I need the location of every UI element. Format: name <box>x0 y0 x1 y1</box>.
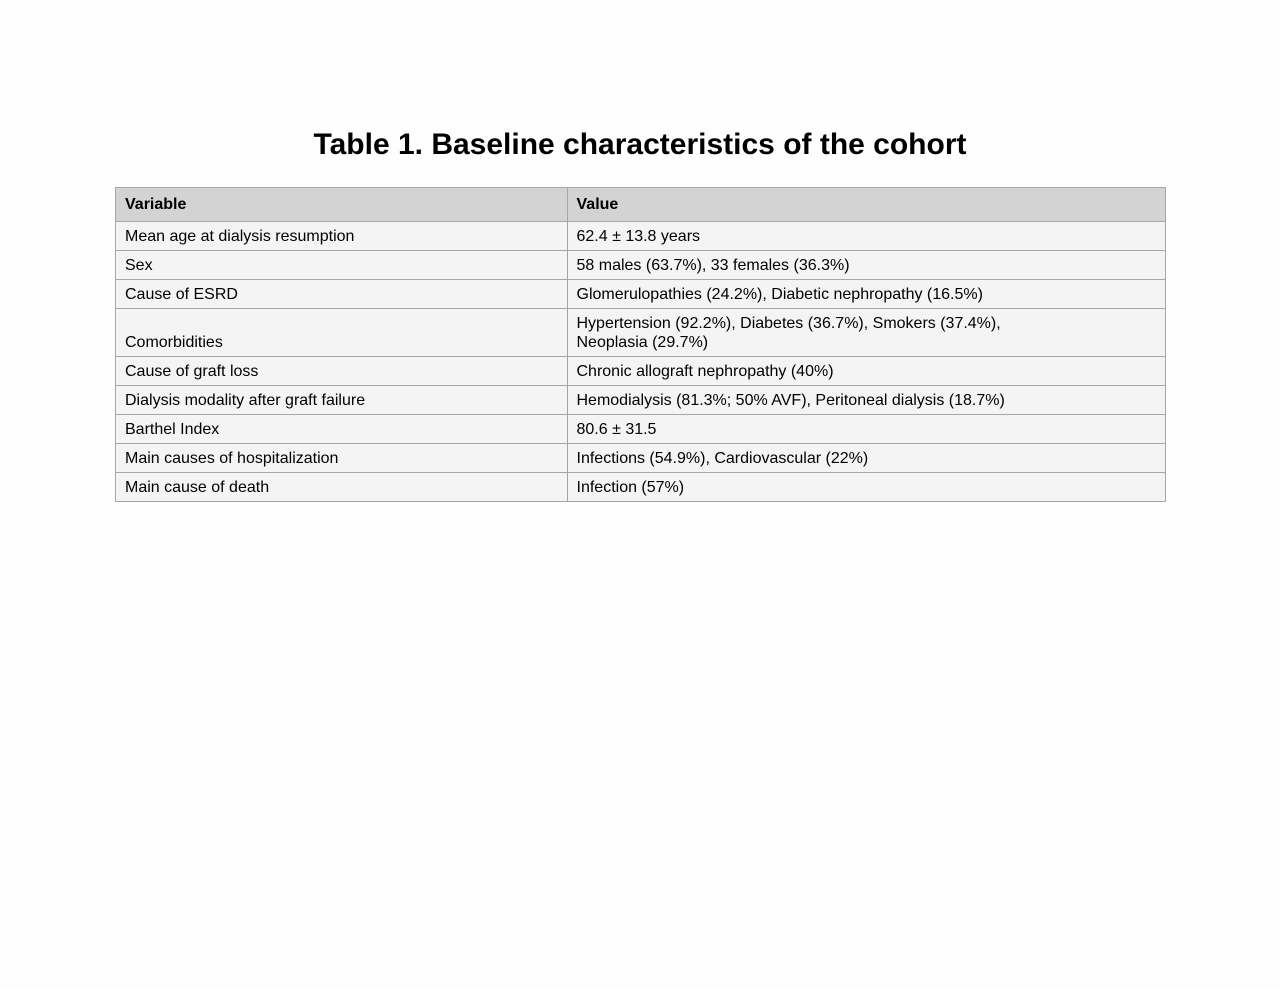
variable-cell: Mean age at dialysis resumption <box>116 222 568 251</box>
value-cell: Infection (57%) <box>567 473 1166 502</box>
variable-cell: Cause of graft loss <box>116 357 568 386</box>
table-row <box>116 280 1166 309</box>
table-row <box>116 222 1166 251</box>
variable-cell: Sex <box>116 251 568 280</box>
table-row <box>116 357 1166 386</box>
table-row <box>116 386 1166 415</box>
variable-cell: Barthel Index <box>116 415 568 444</box>
value-cell: Glomerulopathies (24.2%), Diabetic nephropathy (16.5%) <box>567 280 1166 309</box>
table-row <box>116 251 1166 280</box>
value-cell: Hypertension (92.2%), Diabetes (36.7%), Smokers (37.4%), Neoplasia (29.7%) <box>567 309 1166 357</box>
table-header-row <box>116 188 1166 222</box>
variable-cell: Cause of ESRD <box>116 280 568 309</box>
baseline-characteristics-table <box>115 187 1166 502</box>
page-title: Table 1. Baseline characteristics of the cohort <box>313 128 967 161</box>
table-row <box>116 444 1166 473</box>
value-cell: Infections (54.9%), Cardiovascular (22%) <box>567 444 1166 473</box>
value-cell: 62.4 ± 13.8 years <box>567 222 1166 251</box>
variable-cell: Main cause of death <box>116 473 568 502</box>
value-cell: 58 males (63.7%), 33 females (36.3%) <box>567 251 1166 280</box>
value-cell: 80.6 ± 31.5 <box>567 415 1166 444</box>
column-header-variable: Variable <box>116 188 568 222</box>
variable-cell: Comorbidities <box>116 309 568 357</box>
table-row <box>116 415 1166 444</box>
table-row <box>116 473 1166 502</box>
column-header-value: Value <box>567 188 1166 222</box>
value-cell: Chronic allograft nephropathy (40%) <box>567 357 1166 386</box>
table-row <box>116 309 1166 357</box>
variable-cell: Main causes of hospitalization <box>116 444 568 473</box>
value-cell: Hemodialysis (81.3%; 50% AVF), Peritoneal dialysis (18.7%) <box>567 386 1166 415</box>
variable-cell: Dialysis modality after graft failure <box>116 386 568 415</box>
